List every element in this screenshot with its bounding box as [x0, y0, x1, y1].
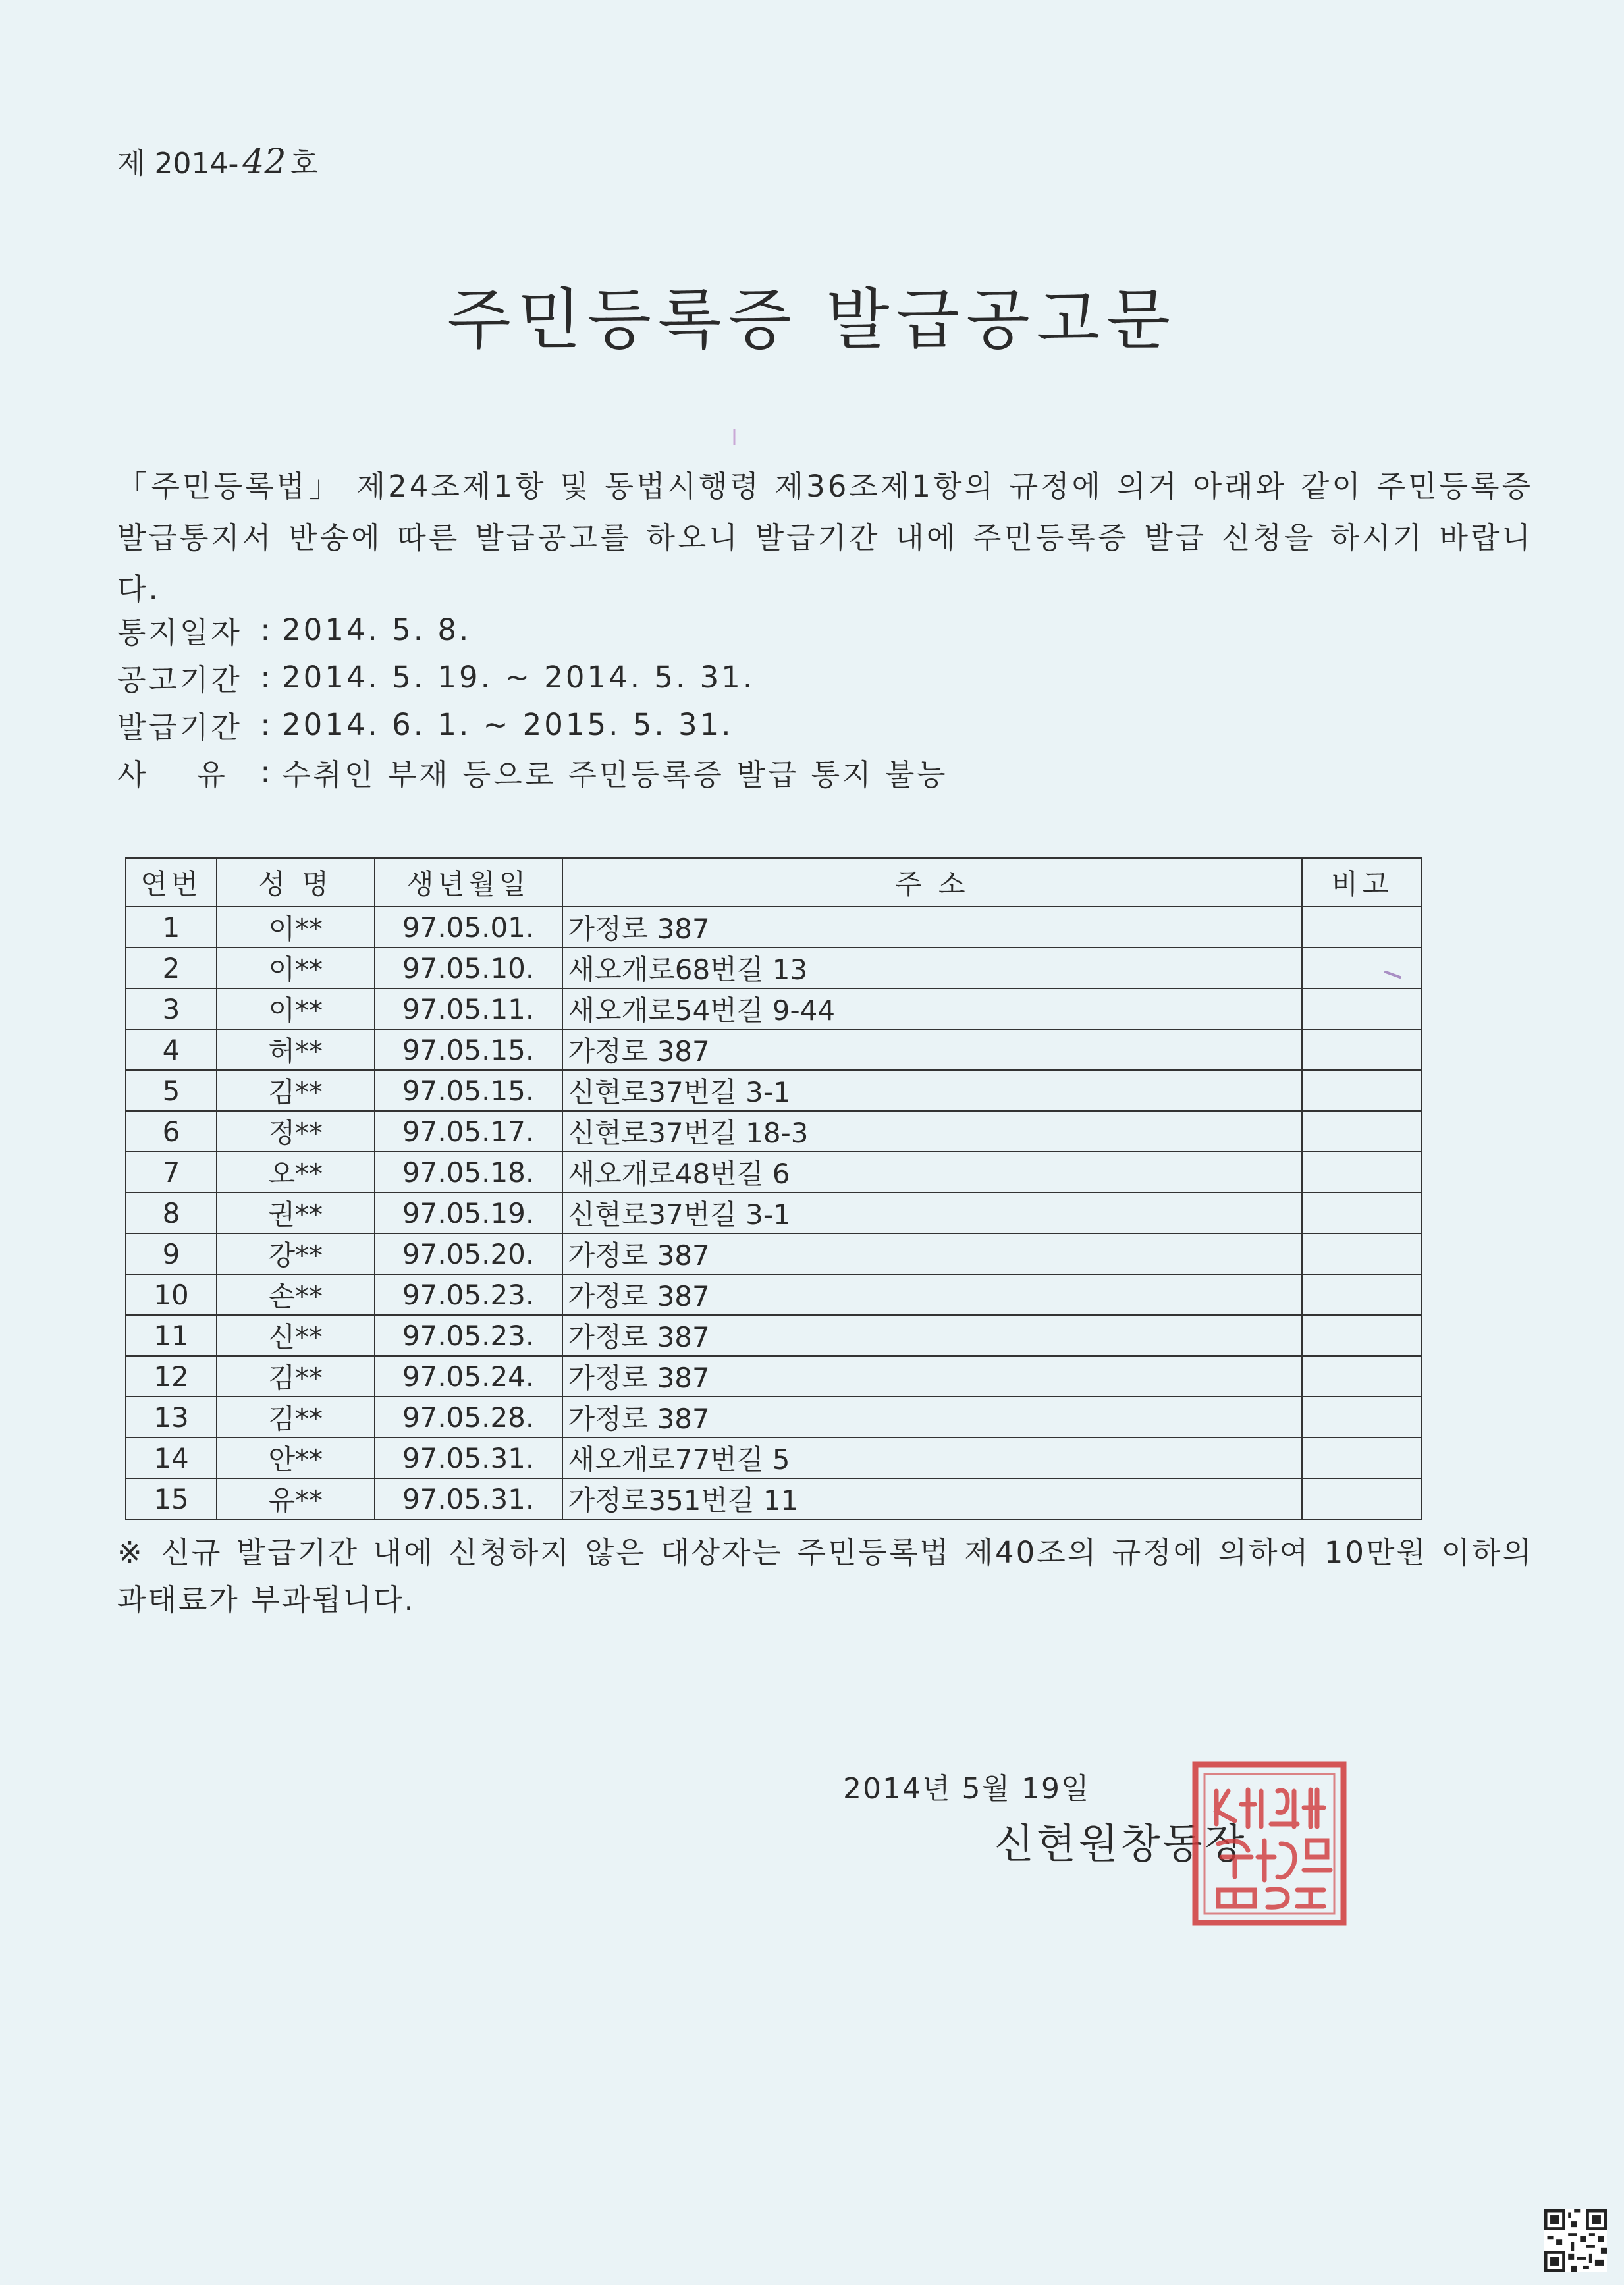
row-dob: 97.05.11.	[375, 988, 562, 1029]
info-value: 2014. 5. 8.	[282, 612, 472, 647]
row-name: 이**	[217, 988, 375, 1029]
row-note	[1302, 1111, 1422, 1152]
document-number	[117, 140, 318, 182]
row-dob: 97.05.23.	[375, 1315, 562, 1356]
row-name: 신**	[217, 1315, 375, 1356]
row-name: 허**	[217, 1029, 375, 1070]
row-number: 4	[126, 1029, 217, 1070]
row-dob: 97.05.17.	[375, 1111, 562, 1152]
row-address: 가정로351번길 11	[562, 1478, 1303, 1519]
row-number: 15	[126, 1478, 217, 1519]
row-address: 가정로 387	[562, 1356, 1303, 1397]
info-label: 통지일자	[117, 614, 242, 650]
row-address: 새오개로48번길 6	[562, 1152, 1303, 1193]
row-note	[1302, 1478, 1422, 1519]
page-title: 주민등록증 발급공고문	[447, 281, 1177, 358]
table-row	[126, 907, 1422, 948]
row-note	[1302, 1356, 1422, 1397]
row-note	[1302, 948, 1422, 988]
row-note	[1302, 1397, 1422, 1438]
info-colon: :	[260, 612, 271, 647]
header-no: 연번	[126, 858, 217, 907]
row-address: 가정로 387	[562, 907, 1303, 948]
info-value: 2014. 6. 1. ~ 2015. 5. 31.	[282, 707, 734, 742]
row-number: 11	[126, 1315, 217, 1356]
table-row	[126, 1233, 1422, 1274]
qr-code	[1544, 2209, 1607, 2272]
row-note	[1302, 1193, 1422, 1233]
row-address: 새오개로54번길 9-44	[562, 988, 1303, 1029]
info-label: 발급기간	[117, 709, 242, 745]
issue-date: 2014년 5월 19일	[843, 1772, 1091, 1806]
row-dob: 97.05.19.	[375, 1193, 562, 1233]
row-name: 김**	[217, 1070, 375, 1111]
row-name: 오**	[217, 1152, 375, 1193]
table-body	[126, 907, 1422, 1519]
info-colon: :	[260, 659, 271, 695]
row-name: 이**	[217, 907, 375, 948]
table-row	[126, 1397, 1422, 1438]
row-address: 가정로 387	[562, 1233, 1303, 1274]
row-note	[1302, 1315, 1422, 1356]
row-address: 신현로37번길 3-1	[562, 1070, 1303, 1111]
penalty-notice: ※ 신규 발급기간 내에 신청하지 않은 대상자는 주민등록법 제40조의 규정에 의하여 10만원 이하의 과태료가 부과됩니다.	[117, 1535, 1533, 1617]
info-label: 사 유	[117, 757, 229, 792]
row-number: 9	[126, 1233, 217, 1274]
row-number: 14	[126, 1438, 217, 1478]
row-address: 가정로 387	[562, 1315, 1303, 1356]
row-number: 10	[126, 1274, 217, 1315]
row-name: 손**	[217, 1274, 375, 1315]
row-note	[1302, 1152, 1422, 1193]
scan-speck	[731, 428, 738, 448]
info-row-notice-date	[117, 606, 948, 653]
info-row-notice-period	[117, 653, 948, 701]
scan-speck	[1383, 968, 1403, 981]
info-value: 수취인 부재 등으로 주민등록증 발급 통지 불능	[282, 757, 948, 792]
table-row	[126, 1029, 1422, 1070]
table-header-row	[126, 858, 1422, 907]
table-row	[126, 988, 1422, 1029]
table-row	[126, 1438, 1422, 1478]
row-note	[1302, 907, 1422, 948]
row-note	[1302, 1233, 1422, 1274]
row-name: 정**	[217, 1111, 375, 1152]
row-number: 7	[126, 1152, 217, 1193]
header-dob: 생년월일	[375, 858, 562, 907]
row-dob: 97.05.15.	[375, 1070, 562, 1111]
info-row-reason	[117, 748, 948, 795]
doc-number-suffix: 호	[290, 147, 319, 180]
row-dob: 97.05.24.	[375, 1356, 562, 1397]
table-row	[126, 1193, 1422, 1233]
header-note: 비고	[1302, 858, 1422, 907]
row-name: 김**	[217, 1356, 375, 1397]
table-row	[126, 1152, 1422, 1193]
row-name: 권**	[217, 1193, 375, 1233]
row-dob: 97.05.23.	[375, 1274, 562, 1315]
row-dob: 97.05.31.	[375, 1438, 562, 1478]
row-dob: 97.05.20.	[375, 1233, 562, 1274]
row-number: 6	[126, 1111, 217, 1152]
table-row	[126, 1274, 1422, 1315]
row-note	[1302, 1070, 1422, 1111]
roster-table	[125, 857, 1422, 1520]
info-colon: :	[260, 707, 271, 742]
table-row	[126, 1111, 1422, 1152]
signer-name: 신현원창동장	[994, 1819, 1247, 1868]
row-dob: 97.05.10.	[375, 948, 562, 988]
row-name: 김**	[217, 1397, 375, 1438]
row-note	[1302, 1029, 1422, 1070]
row-number: 3	[126, 988, 217, 1029]
row-number: 2	[126, 948, 217, 988]
table-row	[126, 1070, 1422, 1111]
row-address: 가정로 387	[562, 1397, 1303, 1438]
row-address: 가정로 387	[562, 1029, 1303, 1070]
row-name: 유**	[217, 1478, 375, 1519]
official-seal-stamp	[1189, 1758, 1350, 1929]
table-row	[126, 1315, 1422, 1356]
row-name: 이**	[217, 948, 375, 988]
row-note	[1302, 988, 1422, 1029]
row-address: 새오개로77번길 5	[562, 1438, 1303, 1478]
notice-info	[117, 606, 948, 795]
row-address: 신현로37번길 18-3	[562, 1111, 1303, 1152]
info-row-issue-period	[117, 701, 948, 748]
header-address: 주 소	[562, 858, 1303, 907]
info-label: 공고기간	[117, 662, 242, 697]
row-address: 신현로37번길 3-1	[562, 1193, 1303, 1233]
doc-number-handwritten: 42	[242, 142, 286, 182]
row-name: 강**	[217, 1233, 375, 1274]
info-value: 2014. 5. 19. ~ 2014. 5. 31.	[282, 659, 755, 695]
row-dob: 97.05.18.	[375, 1152, 562, 1193]
table-row	[126, 948, 1422, 988]
row-name: 안**	[217, 1438, 375, 1478]
info-colon: :	[260, 754, 271, 790]
row-number: 1	[126, 907, 217, 948]
row-number: 5	[126, 1070, 217, 1111]
doc-number-prefix: 제 2014-	[117, 147, 239, 180]
row-dob: 97.05.28.	[375, 1397, 562, 1438]
row-number: 12	[126, 1356, 217, 1397]
row-address: 새오개로68번길 13	[562, 948, 1303, 988]
row-address: 가정로 387	[562, 1274, 1303, 1315]
table-row	[126, 1478, 1422, 1519]
row-dob: 97.05.01.	[375, 907, 562, 948]
header-name: 성 명	[217, 858, 375, 907]
row-note	[1302, 1274, 1422, 1315]
row-number: 8	[126, 1193, 217, 1233]
row-dob: 97.05.15.	[375, 1029, 562, 1070]
row-note	[1302, 1438, 1422, 1478]
table-row	[126, 1356, 1422, 1397]
row-number: 13	[126, 1397, 217, 1438]
intro-paragraph: 「주민등록법」 제24조제1항 및 동법시행령 제36조제1항의 규정에 의거 아래와 같이 주민등록증 발급통지서 반송에 따른 발급공고를 하오니 발급기간 내에 주민등록증 발급 신청을 하시기 바랍니다.	[117, 469, 1533, 606]
row-dob: 97.05.31.	[375, 1478, 562, 1519]
